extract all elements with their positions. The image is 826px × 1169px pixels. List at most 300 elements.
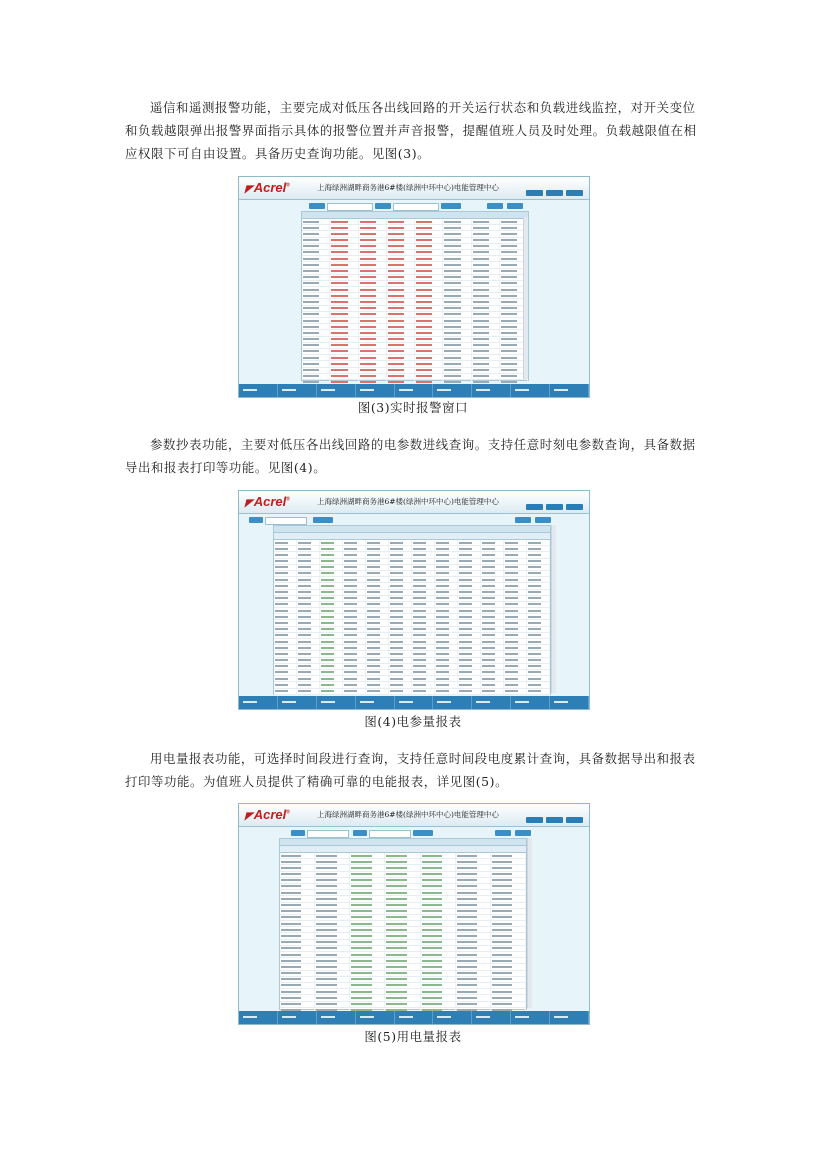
export-button[interactable] bbox=[495, 830, 511, 836]
table-cell bbox=[350, 989, 385, 994]
table-cell bbox=[421, 859, 456, 864]
table-cell bbox=[491, 909, 526, 914]
table-cell bbox=[315, 964, 350, 969]
table-cell bbox=[315, 903, 350, 908]
table-cell bbox=[359, 269, 387, 274]
table-cell bbox=[297, 670, 320, 675]
table-cell bbox=[527, 627, 550, 632]
table-cell bbox=[315, 884, 350, 889]
table-cell bbox=[527, 559, 550, 564]
table-cell bbox=[491, 995, 526, 1000]
table-cell bbox=[481, 633, 504, 638]
table-cell bbox=[415, 256, 443, 261]
start-time-field[interactable] bbox=[327, 203, 373, 211]
table-cell bbox=[385, 958, 420, 963]
paragraph-energy-report: 用电量报表功能，可选择时间段进行查询，支持任意时间段电度累计查询，具备数据导出和报表打印等功能。为值班人员提供了精确可靠的电能报表，详见图(5)。 bbox=[125, 751, 696, 789]
table-cell bbox=[415, 231, 443, 236]
table-cell bbox=[456, 964, 491, 969]
parameter-table bbox=[273, 525, 551, 695]
table-cell bbox=[435, 565, 458, 570]
table-cell bbox=[366, 633, 389, 638]
table-cell bbox=[330, 219, 358, 224]
table-cell bbox=[491, 971, 526, 976]
table-cell bbox=[481, 552, 504, 557]
query-button[interactable] bbox=[413, 830, 433, 836]
table-cell bbox=[412, 559, 435, 564]
table-cell bbox=[302, 299, 330, 304]
table-cell bbox=[387, 318, 415, 323]
table-cell bbox=[415, 262, 443, 267]
table-cell bbox=[504, 577, 527, 582]
table-cell bbox=[343, 682, 366, 687]
table-cell bbox=[274, 639, 297, 644]
table-cell bbox=[366, 639, 389, 644]
table-cell bbox=[481, 689, 504, 694]
table-cell bbox=[415, 287, 443, 292]
table-cell bbox=[472, 368, 500, 373]
table-cell bbox=[359, 238, 387, 243]
table-cell bbox=[389, 608, 412, 613]
table-cell bbox=[280, 933, 315, 938]
table-cell bbox=[443, 269, 471, 274]
table-cell bbox=[458, 645, 481, 650]
table-cell bbox=[527, 682, 550, 687]
table-cell bbox=[458, 565, 481, 570]
table-cell bbox=[491, 958, 526, 963]
table-cell bbox=[435, 664, 458, 669]
table-cell bbox=[315, 921, 350, 926]
table-cell bbox=[274, 540, 297, 545]
table-cell bbox=[456, 946, 491, 951]
table-cell bbox=[527, 590, 550, 595]
table-cell bbox=[302, 361, 330, 366]
table-cell bbox=[491, 983, 526, 988]
table-cell bbox=[350, 884, 385, 889]
table-cell bbox=[385, 859, 420, 864]
table-cell bbox=[415, 250, 443, 255]
table-cell bbox=[472, 293, 500, 298]
table-cell bbox=[366, 565, 389, 570]
table-cell bbox=[387, 225, 415, 230]
table-cell bbox=[481, 627, 504, 632]
table-cell bbox=[458, 658, 481, 663]
table-cell bbox=[315, 1002, 350, 1007]
table-cell bbox=[350, 915, 385, 920]
table-cell bbox=[472, 250, 500, 255]
table-cell bbox=[504, 571, 527, 576]
table-cell bbox=[472, 262, 500, 267]
print-button[interactable] bbox=[535, 517, 551, 523]
start-time-button[interactable] bbox=[309, 203, 325, 209]
table-cell bbox=[320, 651, 343, 656]
table-cell bbox=[320, 645, 343, 650]
table-cell bbox=[456, 940, 491, 945]
table-cell bbox=[443, 287, 471, 292]
table-cell bbox=[280, 958, 315, 963]
table-cell bbox=[385, 884, 420, 889]
table-cell bbox=[527, 608, 550, 613]
table-cell bbox=[366, 577, 389, 582]
table-cell bbox=[359, 368, 387, 373]
table-cell bbox=[320, 577, 343, 582]
table-cell bbox=[350, 964, 385, 969]
table-cell bbox=[385, 903, 420, 908]
table-cell bbox=[350, 890, 385, 895]
acrel-logo: ◤Acrel® bbox=[245, 180, 290, 195]
table-cell bbox=[302, 281, 330, 286]
table-cell bbox=[350, 909, 385, 914]
table-cell bbox=[343, 559, 366, 564]
end-time-button[interactable] bbox=[375, 203, 391, 209]
table-cell bbox=[302, 306, 330, 311]
table-cell bbox=[385, 872, 420, 877]
table-cell bbox=[458, 559, 481, 564]
table-cell bbox=[421, 977, 456, 982]
table-cell bbox=[481, 645, 504, 650]
table-cell bbox=[504, 614, 527, 619]
table-cell bbox=[387, 250, 415, 255]
table-cell bbox=[297, 682, 320, 687]
table-cell bbox=[527, 670, 550, 675]
table-cell bbox=[359, 349, 387, 354]
table-cell bbox=[435, 658, 458, 663]
table-cell bbox=[443, 225, 471, 230]
table-cell bbox=[481, 658, 504, 663]
table-cell bbox=[481, 664, 504, 669]
table-cell bbox=[458, 590, 481, 595]
table-cell bbox=[320, 614, 343, 619]
bottom-nav bbox=[239, 1011, 589, 1024]
table-cell bbox=[320, 571, 343, 576]
table-cell bbox=[412, 614, 435, 619]
table-cell bbox=[343, 633, 366, 638]
table-cell bbox=[456, 1002, 491, 1007]
end-time-field[interactable] bbox=[393, 203, 439, 211]
table-cell bbox=[415, 269, 443, 274]
table-cell bbox=[343, 620, 366, 625]
table-cell bbox=[456, 884, 491, 889]
table-cell bbox=[343, 676, 366, 681]
table-cell bbox=[389, 596, 412, 601]
table-cell bbox=[315, 878, 350, 883]
table-cell bbox=[481, 565, 504, 570]
table-cell bbox=[412, 540, 435, 545]
table-cell bbox=[387, 281, 415, 286]
table-cell bbox=[302, 312, 330, 317]
table-cell bbox=[302, 269, 330, 274]
table-cell bbox=[435, 645, 458, 650]
table-cell bbox=[343, 645, 366, 650]
table-cell bbox=[297, 602, 320, 607]
table-cell bbox=[359, 337, 387, 342]
table-cell bbox=[472, 299, 500, 304]
caption-fig4: 图(4)电参量报表 bbox=[364, 714, 462, 729]
table-cell bbox=[302, 244, 330, 249]
table-cell bbox=[366, 651, 389, 656]
bottom-nav bbox=[239, 696, 589, 709]
table-cell bbox=[280, 909, 315, 914]
alarm-table-scrollbar[interactable] bbox=[523, 217, 528, 379]
table-cell bbox=[280, 946, 315, 951]
table-cell bbox=[280, 940, 315, 945]
table-cell bbox=[359, 231, 387, 236]
table-cell bbox=[472, 256, 500, 261]
end-time-field[interactable] bbox=[369, 830, 411, 838]
table-cell bbox=[385, 896, 420, 901]
query-button[interactable] bbox=[313, 517, 333, 523]
figure-5-energy-report bbox=[238, 803, 590, 1025]
table-cell bbox=[387, 368, 415, 373]
table-cell bbox=[435, 571, 458, 576]
table-cell bbox=[456, 878, 491, 883]
header-tabs bbox=[526, 190, 583, 196]
table-cell bbox=[527, 602, 550, 607]
table-cell bbox=[472, 312, 500, 317]
table-cell bbox=[387, 330, 415, 335]
table-cell bbox=[343, 608, 366, 613]
table-cell bbox=[297, 639, 320, 644]
table-cell bbox=[527, 633, 550, 638]
table-cell bbox=[435, 689, 458, 694]
table-cell bbox=[366, 552, 389, 557]
table-cell bbox=[387, 361, 415, 366]
table-cell bbox=[472, 275, 500, 280]
table-cell bbox=[421, 995, 456, 1000]
table-cell bbox=[412, 651, 435, 656]
table-cell bbox=[443, 374, 471, 379]
table-cell bbox=[491, 1002, 526, 1007]
table-cell bbox=[359, 281, 387, 286]
print-button[interactable] bbox=[507, 203, 523, 209]
table-cell bbox=[343, 577, 366, 582]
end-time-button[interactable] bbox=[353, 830, 367, 836]
table-cell bbox=[472, 287, 500, 292]
table-cell bbox=[472, 281, 500, 286]
table-cell bbox=[458, 596, 481, 601]
table-cell bbox=[330, 244, 358, 249]
table-cell bbox=[456, 983, 491, 988]
table-cell bbox=[389, 627, 412, 632]
table-cell bbox=[350, 983, 385, 988]
table-cell bbox=[527, 639, 550, 644]
table-cell bbox=[458, 633, 481, 638]
table-cell bbox=[387, 219, 415, 224]
table-cell bbox=[315, 971, 350, 976]
table-cell bbox=[297, 565, 320, 570]
table-cell bbox=[504, 645, 527, 650]
table-cell bbox=[458, 571, 481, 576]
table-cell bbox=[280, 983, 315, 988]
table-cell bbox=[302, 287, 330, 292]
time-button[interactable] bbox=[249, 517, 263, 523]
table-cell bbox=[297, 676, 320, 681]
export-button[interactable] bbox=[515, 517, 531, 523]
table-cell bbox=[412, 590, 435, 595]
table-cell bbox=[389, 620, 412, 625]
table-cell bbox=[412, 596, 435, 601]
time-field[interactable] bbox=[265, 517, 307, 525]
table-cell bbox=[302, 337, 330, 342]
table-cell bbox=[297, 540, 320, 545]
table-cell bbox=[443, 324, 471, 329]
table-cell bbox=[443, 343, 471, 348]
table-cell bbox=[527, 546, 550, 551]
table-cell bbox=[387, 337, 415, 342]
table-cell bbox=[302, 238, 330, 243]
table-cell bbox=[280, 896, 315, 901]
table-cell bbox=[302, 374, 330, 379]
table-cell bbox=[350, 977, 385, 982]
table-cell bbox=[421, 890, 456, 895]
table-cell bbox=[330, 281, 358, 286]
table-cell bbox=[421, 971, 456, 976]
table-cell bbox=[387, 293, 415, 298]
table-cell bbox=[421, 915, 456, 920]
table-cell bbox=[274, 602, 297, 607]
table-cell bbox=[435, 620, 458, 625]
table-cell bbox=[330, 349, 358, 354]
table-cell bbox=[504, 546, 527, 551]
table-cell bbox=[315, 958, 350, 963]
table-cell bbox=[443, 355, 471, 360]
table-cell bbox=[302, 318, 330, 323]
table-cell bbox=[280, 921, 315, 926]
table-cell bbox=[320, 682, 343, 687]
table-cell bbox=[359, 293, 387, 298]
table-cell bbox=[481, 540, 504, 545]
table-cell bbox=[389, 614, 412, 619]
table-cell bbox=[320, 540, 343, 545]
table-cell bbox=[491, 915, 526, 920]
caption-fig5: 图(5)用电量报表 bbox=[364, 1029, 462, 1044]
table-cell bbox=[330, 318, 358, 323]
table-cell bbox=[412, 627, 435, 632]
table-cell bbox=[527, 689, 550, 694]
table-cell bbox=[458, 651, 481, 656]
table-cell bbox=[359, 299, 387, 304]
table-cell bbox=[359, 262, 387, 267]
table-cell bbox=[491, 853, 526, 858]
table-cell bbox=[421, 896, 456, 901]
table-cell bbox=[274, 664, 297, 669]
table-cell bbox=[472, 337, 500, 342]
table-cell bbox=[320, 565, 343, 570]
table-cell bbox=[415, 349, 443, 354]
table-cell bbox=[385, 995, 420, 1000]
table-cell bbox=[274, 596, 297, 601]
table-cell bbox=[297, 645, 320, 650]
table-cell bbox=[415, 324, 443, 329]
table-cell bbox=[330, 374, 358, 379]
energy-table-scrollbar[interactable] bbox=[527, 838, 532, 1008]
table-cell bbox=[504, 682, 527, 687]
table-cell bbox=[481, 651, 504, 656]
table-cell bbox=[343, 596, 366, 601]
table-cell bbox=[443, 299, 471, 304]
table-cell bbox=[315, 933, 350, 938]
table-cell bbox=[421, 878, 456, 883]
table-cell bbox=[472, 324, 500, 329]
table-cell bbox=[274, 627, 297, 632]
table-cell bbox=[472, 318, 500, 323]
table-cell bbox=[330, 225, 358, 230]
table-cell bbox=[366, 590, 389, 595]
start-time-button[interactable] bbox=[291, 830, 305, 836]
table-cell bbox=[387, 262, 415, 267]
table-cell bbox=[491, 933, 526, 938]
table-cell bbox=[504, 676, 527, 681]
table-cell bbox=[389, 670, 412, 675]
table-cell bbox=[412, 645, 435, 650]
query-button[interactable] bbox=[441, 203, 461, 209]
table-cell bbox=[280, 1002, 315, 1007]
figure-3-alarm-window bbox=[238, 176, 590, 398]
table-cell bbox=[320, 552, 343, 557]
table-cell bbox=[412, 577, 435, 582]
table-cell bbox=[456, 952, 491, 957]
table-cell bbox=[481, 583, 504, 588]
table-cell bbox=[504, 540, 527, 545]
export-button[interactable] bbox=[487, 203, 503, 209]
start-time-field[interactable] bbox=[307, 830, 349, 838]
table-cell bbox=[491, 946, 526, 951]
table-cell bbox=[443, 231, 471, 236]
table-cell bbox=[435, 546, 458, 551]
table-cell bbox=[330, 238, 358, 243]
table-cell bbox=[481, 596, 504, 601]
table-cell bbox=[274, 670, 297, 675]
table-cell bbox=[350, 952, 385, 957]
table-cell bbox=[350, 946, 385, 951]
table-cell bbox=[504, 596, 527, 601]
table-cell bbox=[456, 933, 491, 938]
table-cell bbox=[330, 330, 358, 335]
table-cell bbox=[320, 627, 343, 632]
table-cell bbox=[315, 859, 350, 864]
print-button[interactable] bbox=[515, 830, 531, 836]
table-cell bbox=[504, 639, 527, 644]
table-cell bbox=[387, 343, 415, 348]
table-cell bbox=[343, 639, 366, 644]
table-cell bbox=[435, 577, 458, 582]
table-cell bbox=[343, 583, 366, 588]
table-cell bbox=[350, 853, 385, 858]
table-cell bbox=[366, 645, 389, 650]
table-cell bbox=[315, 983, 350, 988]
table-cell bbox=[366, 670, 389, 675]
table-cell bbox=[302, 275, 330, 280]
table-cell bbox=[443, 250, 471, 255]
table-cell bbox=[274, 546, 297, 551]
table-cell bbox=[456, 865, 491, 870]
table-cell bbox=[302, 330, 330, 335]
table-cell bbox=[389, 639, 412, 644]
table-cell bbox=[343, 627, 366, 632]
parameter-table-scrollbar[interactable] bbox=[551, 525, 556, 693]
table-cell bbox=[472, 355, 500, 360]
table-cell bbox=[443, 337, 471, 342]
table-cell bbox=[527, 676, 550, 681]
table-cell bbox=[504, 651, 527, 656]
table-cell bbox=[491, 884, 526, 889]
table-cell bbox=[389, 651, 412, 656]
table-cell bbox=[297, 590, 320, 595]
app-title: 上海绿洲湖畔商务港6#楼(绿洲中环中心)电能管理中心 bbox=[317, 810, 499, 819]
table-cell bbox=[359, 275, 387, 280]
table-cell bbox=[412, 571, 435, 576]
table-cell bbox=[412, 658, 435, 663]
table-cell bbox=[472, 349, 500, 354]
